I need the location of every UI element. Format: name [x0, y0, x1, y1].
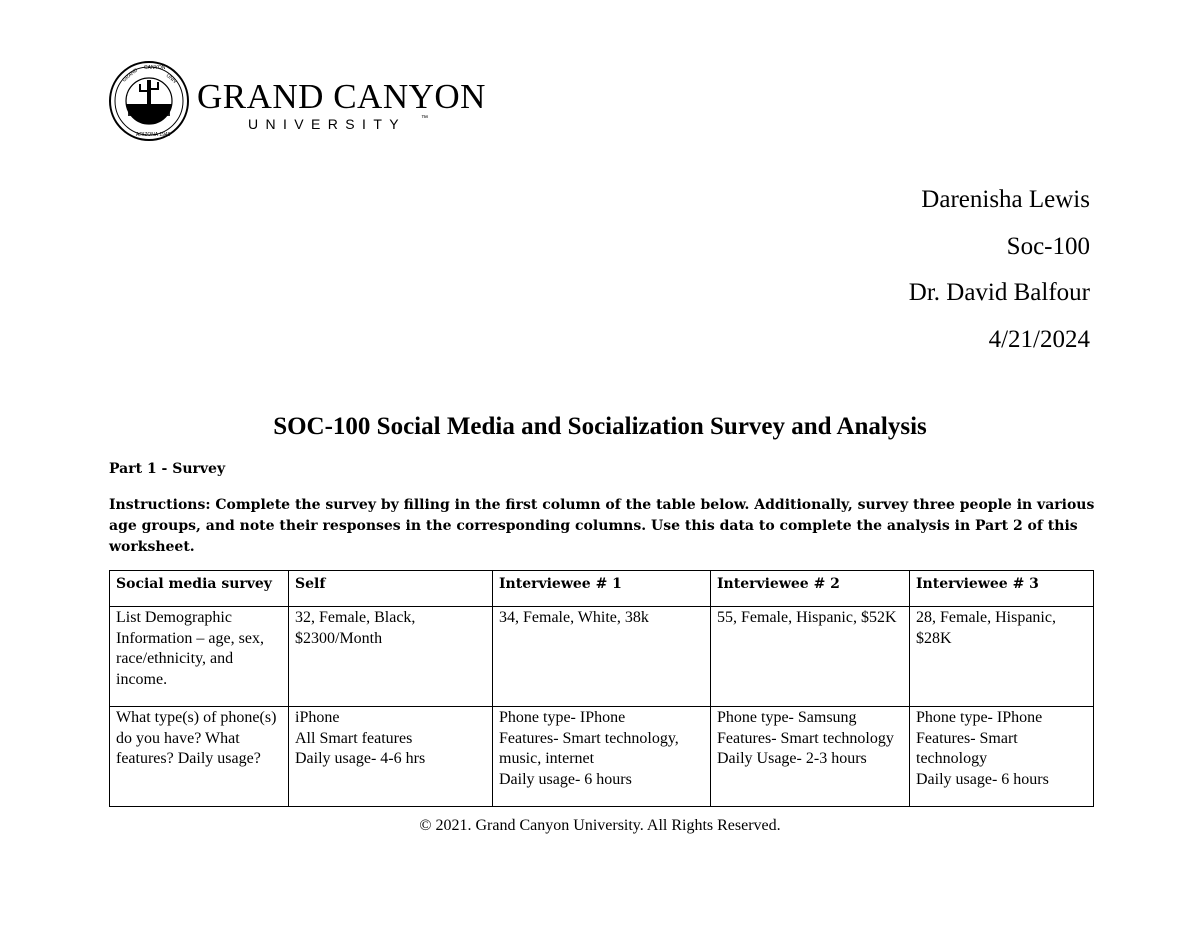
table-row: [110, 707, 1094, 807]
instructions-text: Instructions: Complete the survey by filling in the first column of the table below. Additionally, survey three people in various age groups, and note their responses in the corresponding columns. Use this data to complete the analysis in Part 2 of this worksheet.: [109, 497, 1095, 555]
section-heading: Part 1 - Survey: [109, 461, 226, 477]
svg-text:UNIV: UNIV: [164, 72, 178, 86]
table-cell: What type(s) of phone(s) do you have? What features? Daily usage?: [110, 707, 289, 807]
university-seal-icon: [108, 60, 190, 142]
university-logo: [108, 60, 488, 142]
column-header: Social media survey: [110, 571, 289, 607]
submission-date: 4/21/2024: [988, 326, 1090, 354]
student-header: [909, 177, 1090, 364]
table-cell: 28, Female, Hispanic, $28K: [910, 607, 1094, 707]
column-header: Interviewee # 2: [711, 571, 910, 607]
table-cell: iPhone All Smart features Daily usage- 4-6 hrs: [289, 707, 493, 807]
table-cell: Phone type- IPhone Features- Smart technology, music, internet Daily usage- 6 hours: [493, 707, 711, 807]
table-cell: 55, Female, Hispanic, $52K: [711, 607, 910, 707]
table-cell: Phone type- Samsung Features- Smart technology Daily Usage- 2-3 hours: [711, 707, 910, 807]
svg-text:CANYON: CANYON: [144, 65, 166, 71]
table-cell: 34, Female, White, 38k: [493, 607, 711, 707]
copyright-footer: © 2021. Grand Canyon University. All Rights Reserved.: [419, 817, 781, 834]
student-name: Darenisha Lewis: [921, 186, 1090, 213]
survey-table: [109, 570, 1094, 807]
column-header: Self: [289, 571, 493, 607]
table-cell: Phone type- IPhone Features- Smart technology Daily usage- 6 hours: [910, 707, 1094, 807]
table-row: [110, 607, 1094, 707]
logo-name: GRAND CANYON: [197, 77, 486, 116]
table-header-row: [110, 571, 1094, 607]
course-code: Soc-100: [1006, 232, 1090, 260]
instructor-name: Dr. David Balfour: [908, 279, 1090, 307]
column-header: Interviewee # 1: [493, 571, 711, 607]
svg-text:ARIZONA 1949: ARIZONA 1949: [136, 132, 171, 138]
table-cell: List Demographic Information – age, sex, race/ethnicity, and income.: [110, 607, 289, 707]
table-cell: 32, Female, Black, $2300/Month: [289, 607, 493, 707]
column-header: Interviewee # 3: [910, 571, 1094, 607]
trademark-mark: ™: [421, 115, 428, 122]
svg-text:GRAND: GRAND: [121, 67, 140, 84]
document-title: SOC-100 Social Media and Socialization Survey and Analysis: [273, 413, 927, 440]
logo-subtitle: UNIVERSITY: [248, 116, 407, 132]
